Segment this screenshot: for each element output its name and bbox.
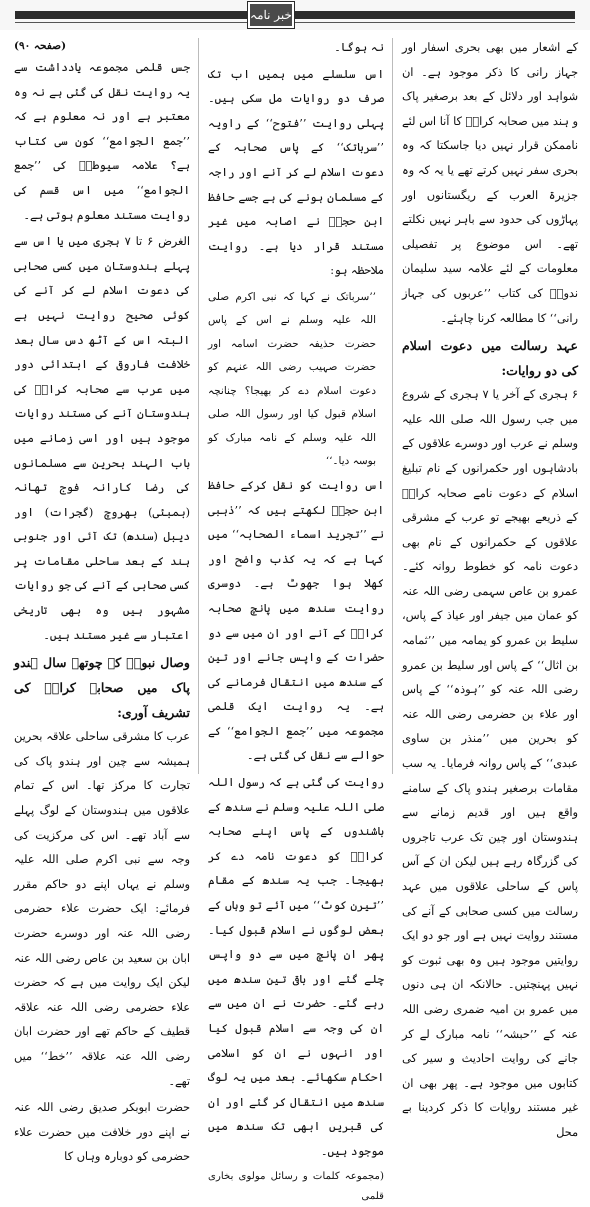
paragraph: اس روایت کو نقل کرکے حافظ ابن حجرؒ لکھتے ہیں کہ ’’ذہبی نے ’’تجرید اسماء الصحابہ‘‘ میں کہا ہے کہ یہ کذب واضح اور کھلا ہوا جھوٹ ہے۔ دوسری روایت سندھ میں پانچ صحابہ کرامؓ کے آنے اور ان میں سے دو حضرات کے واپس جانے اور تین کے سندھ میں انتقال فرمانے کی ہے۔ یہ روایت ایک قلمی مجموعہ میں ’’جمع الجوامع‘‘ کے حوالے سے نقل کی گئی ہے۔ [208,478,384,763]
article-body [10,30,582,1202]
paragraph: حضرت ابوبکر صدیق رضی اللہ عنہ نے اپنے دور خلافت میں حضرت علاء حضرمی کو دوبارہ وہاں کا [14,1101,190,1164]
quoted-narration: ’’سرباتک نے کہا کہ نبی اکرم صلی اللہ علیہ وسلم نے اس کے پاس حضرت حذیفہ حضرت اسامہ اور حضرت صہیب رضی اللہ عنہم کو دعوت اسلام دے کر بھیجا؟ چنانچہ اسلام قبول کیا اور رسول اللہ صلی اللہ علیہ وسلم کے نامہ مبارک کو بوسہ دیا۔‘‘ [208,290,376,468]
paragraph: الغرض ۶ تا ۷ ہجری میں یا اس سے پہلے ہندوستان میں کسی صحابی کی دعوت اسلام لے کر آنے کی کوئی صحیح روایت نہیں ہے البتہ اس کے آٹھ دس سال بعد خلافت فاروقی کے ابتدائی دور میں عرب سے صحابہ کرامؓ کی ہندوستان آنے کی مستند روایات موجود ہیں اور اسی زمانے میں باب الہند بحرین سے مسلمانوں کی رضا کارانہ فوج تھانہ (بمبئی) بھروچ (گجرات) اور دیبل (سندھ) تک آئی اور جنوبی ہند کے بعد ساحلی مقامات پر کسی صحابی کے آنے کی جو روایات مشہور ہیں وہ بھی تاریخی اعتبار سے غیر مستند ہیں۔ [14,235,190,642]
section-heading: عہد رسالت میں دعوت اسلام کی دو روایات: [402,338,578,379]
page-number: (صفحہ ۹۰) [14,40,67,52]
paragraph: جس قلمی مجموعہ یادداشت سے یہ روایت نقل کی گئی ہے نہ وہ معتبر ہے اور نہ معلوم ہے کہ ’’جمع الجوامع‘‘ کون سی کتاب ہے؟ علامہ سیوطیؒ کی ’’جمع الجوامع‘‘ میں اس قسم کی روایت مستند معلوم ہوتی ہے۔ [14,61,190,222]
column-separator [194,30,204,778]
paragraph: نہ ہوگا۔ [334,41,384,54]
paragraph: روایت کی گئی ہے کہ رسول اللہ صلی اللہ علیہ وسلم نے سندھ کے باشندوں کے پاس اپنے صحابہ کرامؓ کو دعوت نامہ دے کر بھیجا۔ جب یہ سندھ کے مقام ’’تیرن کوٹ‘‘ میں آئے تو وہاں کے بعض لوگوں نے اسلام قبول کیا۔ پھر ان پانچ میں سے دو واپس چلے گئے اور باقی تین سندھ میں رہے گئے۔ حضرت نے ان میں سے ان کی وجہ سے اسلام قبول کیا اور انہوں نے ان کو اسلامی احکام سکھائے۔ بعد میں یہ لوگ سندھ میں انتقال کر گئے اور ان کی قبریں ابھی تک سندھ میں موجود ہیں۔ [208,776,384,1158]
paragraph: عرب کا مشرقی ساحلی علاقہ بحرین ہمیشہ سے چین اور ہندو پاک کی تجارت کا مرکز تھا۔ اس کے تمام علاقوں میں ہندوستان کے لوگ پہلے سے آباد تھے۔ اس کی مرکزیت کی وجہ سے نبی اکرم صلی اللہ علیہ وسلم نے یہاں اپنے دو حاکم مقرر فرمائے: ایک حضرت علاء حضرمی رضی اللہ عنہ اور دوسرے حضرت ابان بن سعید بن عاص رضی اللہ عنہ لیکن ایک روایت میں ہے کہ حضرت علاء حضرمی رضی اللہ عنہ علاقہ قطیف کے حاکم تھے اور حضرت ابان رضی اللہ عنہ علاقہ ’’خط‘‘ میں تھے۔ [14,730,190,1088]
paragraph: اس سلسلے میں ہمیں اب تک صرف دو روایات مل سکی ہیں۔ پہلی روایت ’’فتوح‘‘ کے راویہ ’’سرباتک‘‘ کے پاس صحابہ کے دعوت اسلام لے کر آنے اور راجہ کے مسلمان ہونے کی ہے جسے حافظ ابن حجرؒ نے اصابہ میں غیر مستند قرار دیا ہے۔ روایت ملاحظہ ہو: [208,67,384,278]
section-heading: وصال نبویؐ کے چوتھے سال ہندو پاک میں صحابہ کرامؓ کی تشریف آوری: [14,655,190,721]
text-column-2 [204,30,388,1202]
header-rule-thin [15,22,575,23]
paragraph: ۶ ہجری کے آخر یا ۷ ہجری کے شروع میں جب رسول اللہ صلی اللہ علیہ وسلم نے عرب اور دوسرے علاقوں کے بادشاہوں اور حکمرانوں کے نام تبلیغ اسلام کے دعوت نامے صحابہ کرامؓ کے ذریعے بھیجے تو عرب کے مشرقی علاقوں کے حکمرانوں کے نام بھی دعوت نامہ کو خطوط روانہ کئے۔ عمرو بن عاص سہمی رضی اللہ عنہ کو عمان میں جیفر اور عیاذ کے پاس، سلیط بن عمرو کو یمامہ میں ’’ثمامہ بن اثال‘‘ کے پاس اور سلیط بن عمرو رضی اللہ عنہ کو ’’ہوذہ‘‘ کے پاس اور علاء بن حضرمی رضی اللہ عنہ کو بحرین میں ’’منذر بن ساوی عبدی‘‘ کے پاس روانہ فرمایا۔ یہ سب مقامات برصغیر ہندو پاک کے سامنے واقع ہیں اور قدیم زمانے سے ہندوستان اور چین تک عرب تاجروں کی گزرگاہ رہے ہیں لیکن ان کے آس پاس کے ساحلی علاقوں میں عہد رسالت میں کسی صحابی کے آنے کی مستند روایت نہیں ہے اور جو دو ایک روایتیں موجود ہیں وہ بھی ثبوت کو نہیں پہنچتیں۔ حالانکہ ان ہی دنوں میں عمرو بن امیہ ضمری رضی اللہ عنہ کے ’’حبشہ‘‘ نامہ مبارک لے کر جانے کی روایت احادیث و سیر کی کتابوں میں موجود ہے۔ پھر بھی ان غیر مستند روایات کا ذکر کردینا بے محل [402,388,578,1139]
page-header [0,0,590,30]
text-column-1 [398,30,582,1139]
text-column-3 [10,30,194,1164]
column-separator [388,30,398,778]
paragraph: کے اشعار میں بھی بحری اسفار اور جہاز رانی کا ذکر موجود ہے۔ ان شواہد اور دلائل کے بعد برصغیر پاک و ہند میں صحابہ کرامؓ کا آنا اس لئے ناممکن قرار نہیں دیا جاسکتا کہ وہ بحری سفر نہیں کرتے تھے یا یہ کہ وہ جزیرۃ العرب کے ریگستانوں اور پہاڑوں کی حدود سے باہر نہیں نکلتے تھے۔ اس موضوع پر تفصیلی معلومات کے لئے علامہ سید سلیمان ندویؒ کی کتاب ’’عربوں کی جہاز رانی‘‘ کا مطالعہ کرنا چاہئے۔ [402,41,578,325]
reference-note: (مجموعہ کلمات و رسائل مولوی بخاری قلمی [208,1170,384,1202]
magazine-logo: خبر نامہ [248,2,294,28]
header-rule [15,11,575,19]
